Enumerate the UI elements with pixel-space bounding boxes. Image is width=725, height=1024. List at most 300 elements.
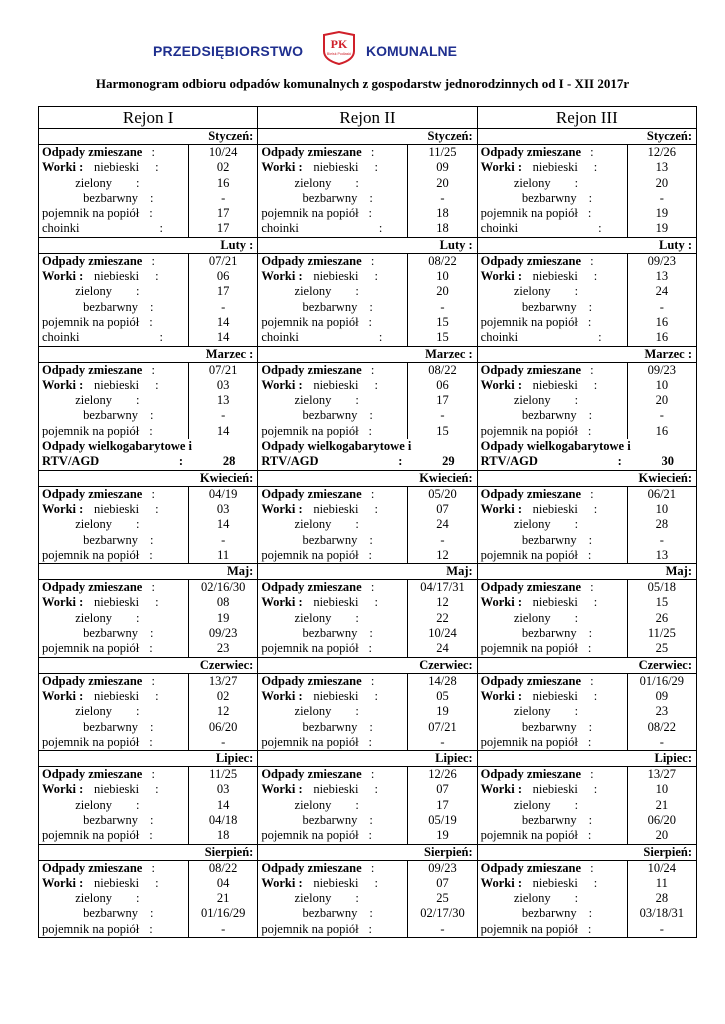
month-header: Kwiecień:: [258, 470, 477, 486]
label-clear: bezbarwny: [521, 408, 577, 423]
schedule-row: [258, 254, 476, 269]
label-green: zielony: [513, 284, 551, 299]
label-ash: pojemnik na popiół: [261, 734, 359, 749]
label-clear: bezbarwny: [302, 190, 358, 205]
schedule-row: [39, 861, 257, 876]
schedule-row: [39, 767, 257, 782]
pickup-dates: 12: [408, 548, 477, 563]
schedule-row: Worki : niebieski : 13: [478, 269, 696, 284]
rejon-month-cell: [477, 673, 696, 750]
label-ash: pojemnik na popiół: [261, 641, 359, 656]
pickup-dates: 18: [408, 206, 477, 221]
colon: :: [590, 362, 594, 377]
schedule-row: zielony : 13: [39, 393, 257, 408]
pickup-dates: 14: [189, 424, 258, 439]
colon: :: [590, 145, 594, 159]
pickup-dates: 01/16/29: [189, 906, 258, 921]
rejon-header: Rejon II: [258, 107, 477, 129]
label-mixed: Odpady zmieszane: [480, 486, 582, 501]
label-clear: bezbarwny: [83, 190, 138, 205]
label-ash: pojemnik na popiół: [261, 547, 359, 562]
pickup-dates: -: [408, 735, 477, 750]
pickup-dates: 25: [627, 641, 696, 656]
schedule-row: choinki : 16: [478, 330, 696, 345]
label-green: zielony: [75, 610, 112, 625]
pickup-dates: 05/20: [408, 487, 477, 502]
rejon-month-cell: [477, 145, 696, 238]
label-clear: bezbarwny: [302, 408, 358, 423]
company-name-right: KOMUNALNE: [366, 43, 457, 59]
label-ash: pojemnik na popiół: [480, 921, 578, 936]
label-trees: choinki: [42, 221, 80, 236]
schedule-row: bezbarwny : -: [258, 300, 476, 315]
schedule-row: Worki : niebieski : 10: [478, 502, 696, 517]
schedule-row: [39, 145, 257, 160]
rejon-month-cell: [39, 145, 258, 238]
label-ash: pojemnik na popiół: [480, 423, 578, 438]
schedule-row: bezbarwny : 07/21: [258, 720, 476, 735]
pickup-dates: 07/21: [189, 254, 258, 269]
pickup-dates: 04: [189, 876, 258, 891]
pickup-dates: 06/21: [627, 487, 696, 502]
pickup-dates: 09/23: [408, 861, 477, 876]
month-header: Luty :: [258, 237, 477, 253]
label-blue: niebieski: [313, 377, 359, 392]
label-bags: Worki :: [261, 269, 303, 284]
schedule-row: bezbarwny : 04/18: [39, 813, 257, 828]
pickup-dates: 08: [189, 595, 258, 610]
schedule-row: zielony : 14: [39, 517, 257, 532]
schedule-row: [258, 363, 476, 378]
pickup-dates: 02/17/30: [408, 906, 477, 921]
label-ash: pojemnik na popiół: [42, 314, 140, 329]
month-header: Styczeń:: [39, 129, 258, 145]
schedule-row: Worki : niebieski : 04: [39, 876, 257, 891]
pickup-dates: 19: [189, 611, 258, 626]
label-trees: choinki: [480, 221, 519, 236]
label-clear: bezbarwny: [521, 626, 577, 641]
label-bags: Worki :: [42, 269, 84, 284]
month-header: Maj:: [258, 564, 477, 580]
rejon-month-cell: [477, 860, 696, 937]
label-green: zielony: [294, 517, 332, 532]
pickup-dates: 20: [627, 828, 696, 843]
label-clear: bezbarwny: [302, 626, 358, 641]
pickup-dates: 24: [627, 284, 696, 299]
label-blue: niebieski: [532, 875, 578, 890]
schedule-row: Worki : niebieski : 15: [478, 595, 696, 610]
label-ash: pojemnik na popiół: [261, 206, 359, 221]
pickup-dates: 15: [408, 315, 477, 330]
schedule-row: bezbarwny : -: [39, 191, 257, 206]
label-rtv: RTV/AGD: [261, 454, 319, 469]
pickup-dates: 16: [627, 424, 696, 439]
pickup-dates: 07: [408, 502, 477, 517]
label-rtv: RTV/AGD: [42, 454, 100, 469]
pickup-dates: 18: [408, 221, 477, 236]
label-ash: pojemnik na popiół: [42, 921, 140, 936]
pickup-dates: 28: [627, 891, 696, 906]
pickup-dates: 17: [408, 393, 477, 408]
label-mixed: Odpady zmieszane: [261, 253, 362, 268]
month-header: Styczeń:: [258, 129, 477, 145]
pickup-dates: 19: [408, 704, 477, 719]
label-blue: niebieski: [313, 501, 359, 516]
pickup-dates: -: [627, 408, 696, 423]
label-green: zielony: [513, 610, 551, 625]
label-bags: Worki :: [42, 160, 84, 175]
colon: :: [151, 580, 155, 595]
schedule-row: pojemnik na popiół : 11: [39, 548, 257, 563]
colon: :: [370, 253, 375, 268]
label-mixed: Odpady zmieszane: [261, 362, 362, 377]
schedule-row: [478, 487, 696, 502]
month-header: Lipiec:: [477, 751, 696, 767]
pickup-dates: 10: [627, 378, 696, 393]
logo-text: PK: [330, 37, 348, 51]
schedule-row: pojemnik na popiół : -: [258, 735, 476, 750]
rejon-month-cell: [39, 253, 258, 346]
colon: :: [398, 454, 403, 469]
pickup-dates: 16: [627, 330, 696, 345]
schedule-row: zielony : 22: [258, 611, 476, 626]
schedule-row: Worki : niebieski : 09: [258, 160, 476, 175]
month-header: Marzec :: [477, 346, 696, 362]
schedule-row: bezbarwny : -: [478, 408, 696, 423]
pickup-dates: 17: [189, 206, 258, 221]
label-bags: Worki :: [480, 595, 522, 610]
label-trees: choinki: [480, 330, 519, 345]
month-header: Marzec :: [39, 346, 258, 362]
pickup-dates: 13: [627, 548, 696, 563]
schedule-row: Worki : niebieski : 03: [39, 502, 257, 517]
label-blue: niebieski: [532, 377, 578, 392]
colon: :: [370, 860, 375, 875]
label-clear: bezbarwny: [521, 190, 577, 205]
label-blue: niebieski: [94, 875, 140, 890]
label-bags: Worki :: [261, 688, 303, 703]
rejon-header: Rejon I: [39, 107, 258, 129]
pickup-dates: 08/22: [408, 363, 477, 378]
schedule-row: bezbarwny : -: [39, 533, 257, 548]
label-mixed: Odpady zmieszane: [480, 362, 582, 377]
month-header: Marzec :: [258, 346, 477, 362]
label-clear: bezbarwny: [83, 906, 138, 921]
label-bags: Worki :: [480, 377, 522, 392]
pickup-dates: 06/20: [627, 813, 696, 828]
label-bags: Worki :: [261, 595, 303, 610]
label-green: zielony: [75, 891, 112, 906]
schedule-table: [38, 106, 697, 938]
label-mixed: Odpady zmieszane: [261, 673, 362, 688]
schedule-row: [478, 861, 696, 876]
rejon-month-cell: [477, 486, 696, 563]
label-bags: Worki :: [480, 160, 522, 175]
label-bags: Worki :: [480, 782, 522, 797]
pickup-dates: 11/25: [189, 767, 258, 782]
label-green: zielony: [75, 704, 112, 719]
rejon-month-cell: [39, 486, 258, 563]
label-green: zielony: [294, 891, 332, 906]
pickup-dates: -: [627, 922, 696, 937]
colon: :: [151, 253, 155, 268]
schedule-row: pojemnik na popiół : 25: [478, 641, 696, 656]
label-clear: bezbarwny: [83, 626, 138, 641]
label-blue: niebieski: [313, 782, 359, 797]
label-mixed: Odpady zmieszane: [261, 767, 362, 782]
schedule-row: pojemnik na popiół : -: [478, 735, 696, 750]
schedule-row: Worki : niebieski : 09: [478, 689, 696, 704]
label-mixed: Odpady zmieszane: [480, 580, 582, 595]
label-green: zielony: [513, 704, 551, 719]
label-ash: pojemnik na popiół: [42, 423, 140, 438]
label-bags: Worki :: [42, 688, 84, 703]
label-mixed: Odpady zmieszane: [42, 362, 143, 377]
pickup-dates: 03/18/31: [627, 906, 696, 921]
schedule-row: Worki : niebieski : 02: [39, 160, 257, 175]
rejon-month-cell: [39, 860, 258, 937]
pickup-dates: -: [627, 300, 696, 315]
schedule-row: Worki : niebieski : 10: [478, 378, 696, 393]
label-bags: Worki :: [42, 377, 84, 392]
label-blue: niebieski: [313, 875, 359, 890]
label-ash: pojemnik na popiół: [42, 206, 140, 221]
schedule-row: zielony : 20: [478, 176, 696, 191]
rejon-month-cell: [258, 486, 477, 563]
schedule-row: bezbarwny : -: [258, 191, 476, 206]
month-header: Luty :: [477, 237, 696, 253]
schedule-row: pojemnik na popiół : 13: [478, 548, 696, 563]
label-clear: bezbarwny: [521, 812, 577, 827]
month-header: Czerwiec:: [477, 657, 696, 673]
pickup-dates: 09: [627, 689, 696, 704]
schedule-row: pojemnik na popiół : 18: [39, 828, 257, 843]
schedule-row: [258, 767, 476, 782]
pickup-dates: 02: [189, 160, 258, 175]
colon: :: [370, 673, 375, 688]
pickup-dates: 15: [408, 330, 477, 345]
label-bags: Worki :: [42, 595, 84, 610]
label-ash: pojemnik na popiół: [480, 734, 578, 749]
pickup-dates: 23: [189, 641, 258, 656]
label-trees: choinki: [42, 330, 80, 345]
schedule-row: [39, 363, 257, 378]
pickup-dates: 02/16/30: [189, 580, 258, 595]
schedule-row: zielony : 17: [258, 393, 476, 408]
label-green: zielony: [294, 284, 332, 299]
pickup-dates: 08/22: [408, 254, 477, 269]
pickup-dates: 10: [627, 782, 696, 797]
label-ash: pojemnik na popiół: [480, 547, 578, 562]
label-green: zielony: [513, 891, 551, 906]
pickup-dates: 14/28: [408, 674, 477, 689]
schedule-row: bezbarwny : 06/20: [39, 720, 257, 735]
label-blue: niebieski: [532, 782, 578, 797]
pickup-dates: 20: [627, 393, 696, 408]
label-mixed: Odpady zmieszane: [42, 673, 143, 688]
pickup-dates: 12/26: [627, 145, 696, 160]
pickup-dates: -: [189, 300, 258, 315]
page-title: Harmonogram odbioru odpadów komunalnych z gospodarstw jednorodzinnych od I - XII 2017r: [95, 76, 630, 91]
bulky-date: 30: [661, 454, 674, 469]
pickup-dates: 19: [627, 206, 696, 221]
label-mixed: Odpady zmieszane: [261, 860, 362, 875]
schedule-row: zielony : 23: [478, 704, 696, 719]
pickup-dates: 03: [189, 782, 258, 797]
label-trees: choinki: [261, 330, 299, 345]
schedule-row: bezbarwny : -: [258, 408, 476, 423]
pickup-dates: -: [627, 191, 696, 206]
colon: :: [178, 454, 184, 469]
label-mixed: Odpady zmieszane: [42, 253, 143, 268]
colon: :: [590, 673, 594, 688]
pickup-dates: 07: [408, 876, 477, 891]
pickup-dates: 14: [189, 798, 258, 813]
label-mixed: Odpady zmieszane: [42, 860, 143, 875]
company-name-left: PRZEDSIĘBIORSTWO: [153, 43, 304, 59]
label-green: zielony: [75, 284, 112, 299]
schedule-row: zielony : 17: [258, 798, 476, 813]
schedule-row: [39, 580, 257, 595]
rejon-month-cell: [258, 362, 477, 470]
pickup-dates: 19: [408, 828, 477, 843]
schedule-row: pojemnik na popiół : 24: [258, 641, 476, 656]
pickup-dates: 13: [627, 269, 696, 284]
label-bags: Worki :: [261, 377, 303, 392]
pickup-dates: 13/27: [189, 674, 258, 689]
schedule-row: pojemnik na popiół : 15: [258, 424, 476, 439]
colon: :: [590, 486, 594, 501]
colon: :: [590, 253, 594, 268]
pickup-dates: 15: [627, 595, 696, 610]
pickup-dates: 05/19: [408, 813, 477, 828]
schedule-row: Worki : niebieski : 10: [258, 269, 476, 284]
label-ash: pojemnik na popiół: [261, 314, 359, 329]
pickup-dates: 09/23: [189, 626, 258, 641]
pickup-dates: 20: [408, 176, 477, 191]
schedule-row: choinki : 17: [39, 221, 257, 236]
rejon-month-cell: [258, 145, 477, 238]
pickup-dates: 13: [627, 160, 696, 175]
pickup-dates: 09/23: [627, 363, 696, 378]
label-blue: niebieski: [313, 595, 359, 610]
month-header: Lipiec:: [39, 751, 258, 767]
schedule-row: zielony : 21: [478, 798, 696, 813]
bulky-waste: [39, 439, 257, 470]
label-blue: niebieski: [94, 782, 140, 797]
label-blue: niebieski: [94, 269, 140, 284]
schedule-row: pojemnik na popiół : -: [39, 735, 257, 750]
schedule-row: bezbarwny : 01/16/29: [39, 906, 257, 921]
schedule-row: choinki : 19: [478, 221, 696, 236]
company-header: [0, 30, 725, 70]
label-blue: niebieski: [313, 269, 359, 284]
month-header: Lipiec:: [258, 751, 477, 767]
schedule-row: pojemnik na popiół : 17: [39, 206, 257, 221]
rejon-month-cell: [258, 580, 477, 657]
rejon-month-cell: [477, 767, 696, 844]
label-green: zielony: [294, 797, 332, 812]
label-ash: pojemnik na popiół: [42, 641, 140, 656]
label-clear: bezbarwny: [83, 812, 138, 827]
label-ash: pojemnik na popiół: [480, 641, 578, 656]
pickup-dates: 24: [408, 641, 477, 656]
pickup-dates: 07/21: [189, 363, 258, 378]
label-blue: niebieski: [313, 160, 359, 175]
colon: :: [151, 673, 155, 688]
label-ash: pojemnik na popiół: [261, 921, 359, 936]
colon: :: [590, 860, 594, 875]
label-blue: niebieski: [94, 688, 140, 703]
label-clear: bezbarwny: [83, 719, 138, 734]
schedule-row: pojemnik na popiół : 15: [258, 315, 476, 330]
colon: :: [370, 486, 375, 501]
label-bags: Worki :: [42, 501, 84, 516]
schedule-row: zielony : 19: [39, 611, 257, 626]
schedule-row: [39, 674, 257, 689]
schedule-row: zielony : 14: [39, 798, 257, 813]
schedule-row: zielony : 19: [258, 704, 476, 719]
label-bags: Worki :: [480, 875, 522, 890]
schedule-row: zielony : 16: [39, 176, 257, 191]
pickup-dates: 24: [408, 517, 477, 532]
label-bags: Worki :: [261, 160, 303, 175]
pickup-dates: 09: [408, 160, 477, 175]
pickup-dates: 19: [627, 221, 696, 236]
label-blue: niebieski: [532, 595, 578, 610]
schedule-row: [258, 145, 476, 160]
label-rtv: RTV/AGD: [480, 454, 538, 469]
schedule-row: bezbarwny : -: [39, 300, 257, 315]
label-mixed: Odpady zmieszane: [480, 673, 582, 688]
pickup-dates: 15: [408, 424, 477, 439]
schedule-row: bezbarwny : 08/22: [478, 720, 696, 735]
logo-subtext: Bielsk Podlaski: [326, 52, 352, 56]
month-header: Styczeń:: [477, 129, 696, 145]
schedule-row: bezbarwny : 02/17/30: [258, 906, 476, 921]
pickup-dates: 06: [189, 269, 258, 284]
schedule-row: Worki : niebieski : 06: [39, 269, 257, 284]
label-mixed: Odpady zmieszane: [480, 860, 582, 875]
colon: :: [370, 145, 375, 159]
schedule-row: zielony : 28: [478, 517, 696, 532]
pickup-dates: 13/27: [627, 767, 696, 782]
colon: :: [151, 486, 155, 501]
colon: :: [590, 580, 594, 595]
label-bags: Worki :: [480, 688, 522, 703]
label-green: zielony: [294, 393, 332, 408]
schedule-row: zielony : 20: [478, 393, 696, 408]
label-mixed: Odpady zmieszane: [480, 767, 582, 782]
label-green: zielony: [294, 610, 332, 625]
label-bags: Worki :: [480, 269, 522, 284]
schedule-row: Worki : niebieski : 12: [258, 595, 476, 610]
label-mixed: Odpady zmieszane: [480, 253, 582, 268]
schedule-row: [258, 674, 476, 689]
pickup-dates: 18: [189, 828, 258, 843]
label-green: zielony: [513, 175, 551, 190]
schedule-row: [258, 580, 476, 595]
label-blue: niebieski: [313, 688, 359, 703]
pickup-dates: 12: [408, 595, 477, 610]
month-header: Luty :: [39, 237, 258, 253]
pickup-dates: 17: [189, 221, 258, 236]
schedule-row: pojemnik na popiół : 20: [478, 828, 696, 843]
schedule-row: [478, 674, 696, 689]
schedule-row: pojemnik na popiół : -: [258, 922, 476, 937]
label-green: zielony: [513, 797, 551, 812]
schedule-row: Worki : niebieski : 02: [39, 689, 257, 704]
